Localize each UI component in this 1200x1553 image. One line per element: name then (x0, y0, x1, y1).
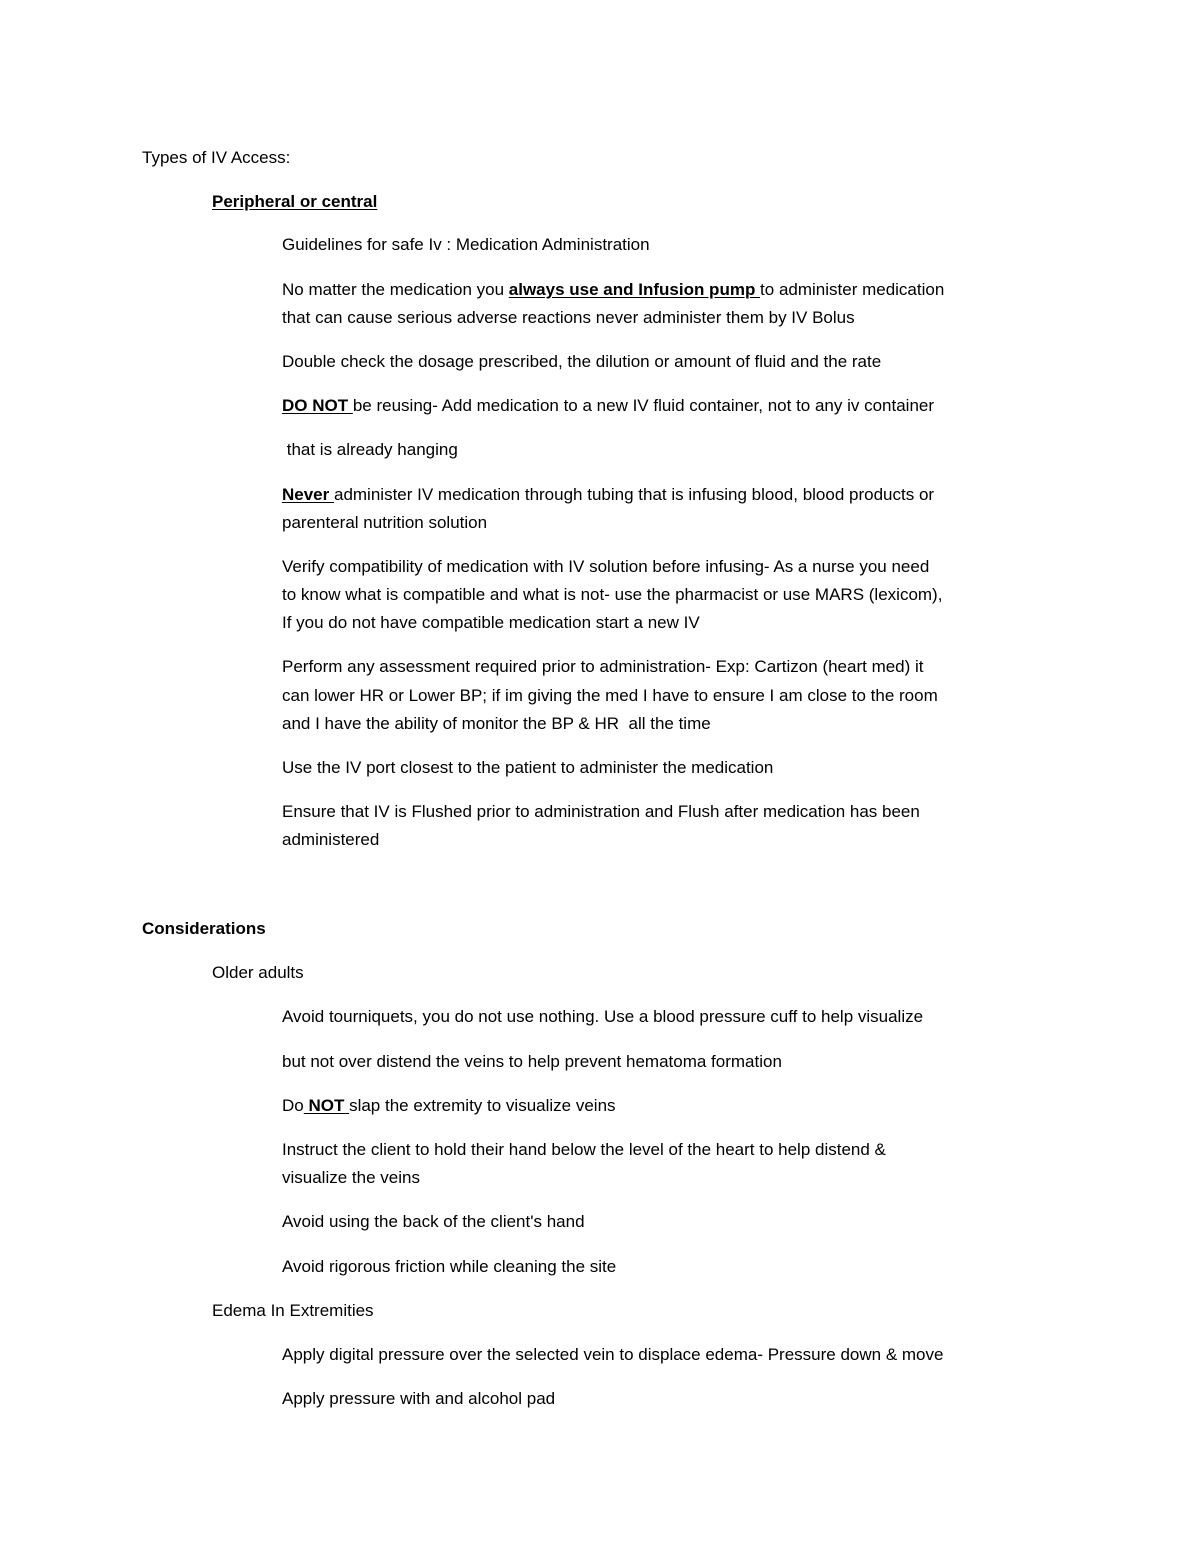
older-adults-tourniquets: Avoid tourniquets, you do not use nothing. Use a blood pressure cuff to help visualize (282, 1007, 924, 1026)
guideline-text: Do (282, 1096, 304, 1115)
older-adults-hand-below-heart-cont: visualize the veins (282, 1168, 420, 1187)
guideline-verify-compatibility-cont: to know what is compatible and what is not- use the pharmacist or use MARS (lexicom), (282, 585, 943, 604)
guidelines-title: Guidelines for safe Iv : Medication Administration (282, 235, 650, 254)
guideline-infusion-pump (282, 280, 944, 300)
guideline-text: No matter the medication you (282, 280, 509, 299)
section-heading-access-type: Peripheral or central (212, 192, 378, 211)
emphasis-text: NOT (303, 1096, 350, 1115)
older-adults-heading: Older adults (212, 963, 304, 982)
guideline-flush: Ensure that IV is Flushed prior to administration and Flush after medication has been (282, 802, 920, 821)
edema-digital-pressure: Apply digital pressure over the selected vein to displace edema- Pressure down & move (282, 1345, 944, 1364)
older-adults-hand-below-heart: Instruct the client to hold their hand below the level of the heart to help distend & (282, 1140, 886, 1159)
guideline-do-not-reuse-cont: that is already hanging (282, 440, 458, 459)
guideline-infusion-pump-cont: that can cause serious adverse reactions never administer them by IV Bolus (282, 308, 855, 327)
guideline-double-check: Double check the dosage prescribed, the dilution or amount of fluid and the rate (282, 352, 882, 371)
guideline-text: to administer medication (760, 280, 945, 299)
guideline-assessment-cont: can lower HR or Lower BP; if im giving the med I have to ensure I am close to the room (282, 686, 938, 705)
emphasis-text: always use and Infusion pump (508, 280, 761, 299)
edema-alcohol-pad: Apply pressure with and alcohol pad (282, 1389, 556, 1408)
older-adults-do-not-slap (282, 1096, 616, 1116)
guideline-do-not-reuse (282, 396, 934, 416)
edema-heading: Edema In Extremities (212, 1301, 374, 1320)
older-adults-avoid-friction: Avoid rigorous friction while cleaning the site (282, 1257, 617, 1276)
guideline-verify-compatibility-cont: If you do not have compatible medication start a new IV (282, 613, 700, 632)
guideline-verify-compatibility: Verify compatibility of medication with IV solution before infusing- As a nurse you need (282, 557, 930, 576)
guideline-text: slap the extremity to visualize veins (349, 1096, 616, 1115)
older-adults-avoid-back-of-hand: Avoid using the back of the client's hand (282, 1212, 585, 1231)
document-title: Types of IV Access: (142, 148, 291, 167)
guideline-closest-port: Use the IV port closest to the patient to administer the medication (282, 758, 774, 777)
guideline-never-blood-tubing (282, 485, 934, 505)
guideline-text: administer IV medication through tubing that is infusing blood, blood products or (333, 485, 935, 504)
older-adults-distend: but not over distend the veins to help prevent hematoma formation (282, 1052, 782, 1071)
guideline-never-blood-tubing-cont: parenteral nutrition solution (282, 513, 488, 532)
guideline-flush-cont: administered (282, 830, 380, 849)
emphasis-text: DO NOT (282, 396, 353, 415)
considerations-heading: Considerations (142, 919, 266, 938)
guideline-assessment-cont: and I have the ability of monitor the BP & HR all the time (282, 714, 711, 733)
guideline-text: be reusing- Add medication to a new IV fluid container, not to any iv container (352, 396, 935, 415)
guideline-assessment: Perform any assessment required prior to administration- Exp: Cartizon (heart med) it (282, 657, 924, 676)
emphasis-text: Never (282, 485, 334, 504)
